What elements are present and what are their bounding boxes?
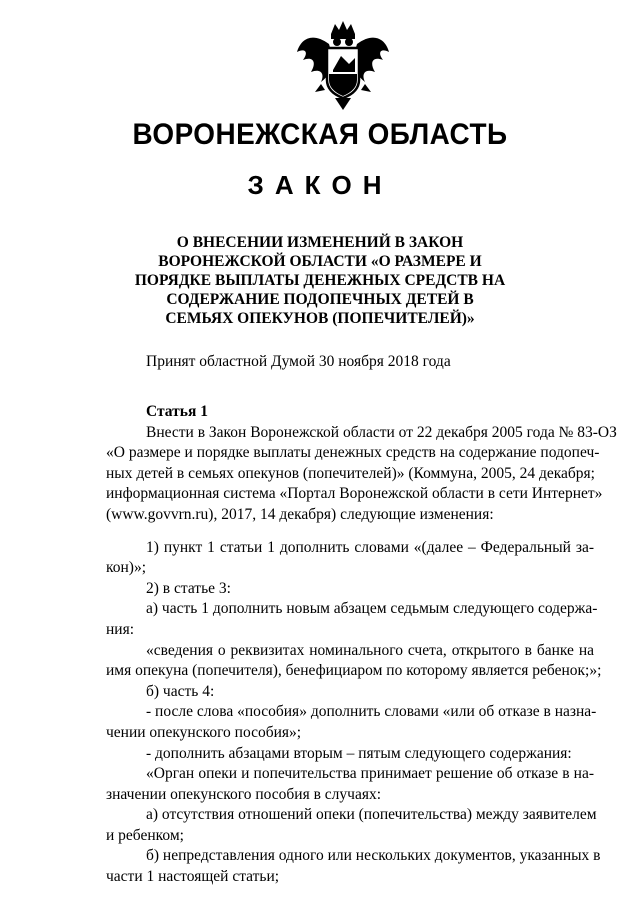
body-line: б) часть 4: — [146, 682, 215, 700]
body-line: имя опекуна (попечителя), бенефициаром по которому является ребенок;»; — [106, 662, 602, 680]
law-title-line: СОДЕРЖАНИЕ ПОДОПЕЧНЫХ ДЕТЕЙ В — [166, 291, 474, 308]
body-line: - дополнить абзацами вторым – пятым следующего содержания: — [146, 744, 572, 762]
body-line: «О размере и порядке выплаты денежных средств на содержание подопеч- — [106, 444, 600, 462]
body-line: кон)»; — [106, 559, 147, 577]
body-line: и ребенком; — [106, 826, 184, 844]
body-line: части 1 настоящей статьи; — [106, 868, 280, 886]
body-line: 2) в статье 3: — [146, 579, 231, 597]
body-line: ния: — [106, 620, 135, 638]
body-line: (www.govvrn.ru), 2017, 14 декабря) следующие изменения: — [106, 505, 494, 523]
body-line: а) часть 1 дополнить новым абзацем седьмым следующего содержа- — [146, 600, 598, 618]
coat-of-arms-icon — [291, 18, 395, 112]
body-line: «Орган опеки и попечительства принимает решение об отказе в на- — [146, 765, 594, 783]
law-title-line: СЕМЬЯХ ОПЕКУНОВ (ПОПЕЧИТЕЛЕЙ)» — [165, 310, 475, 327]
body-line: - после слова «пособия» дополнить словами «или об отказе в назна- — [146, 703, 597, 721]
body-line: Внести в Закон Воронежской области от 22 декабря 2005 года № 83-ОЗ — [146, 423, 617, 441]
body-line: информационная система «Портал Воронежской области в сети Интернет» — [106, 485, 603, 503]
law-title — [120, 233, 520, 328]
law-title-line: О ВНЕСЕНИИ ИЗМЕНЕНИЙ В ЗАКОН — [176, 234, 464, 251]
body-line: «сведения о реквизитах номинального счета, открытого в банке на — [146, 641, 594, 659]
body-line: ных детей в семьях опекунов (попечителей)» (Коммуна, 2005, 24 декабря; — [106, 464, 595, 482]
body-line: а) отсутствия отношений опеки (попечительства) между заявителем — [146, 806, 597, 824]
adoption-date: Принят областной Думой 30 ноября 2018 года — [146, 353, 451, 370]
law-title-line: ВОРОНЕЖСКОЙ ОБЛАСТИ «О РАЗМЕРЕ И — [158, 253, 482, 270]
body-line: чении опекунского пособия»; — [106, 723, 302, 741]
law-body — [106, 402, 617, 888]
body-line: б) непредставления одного или нескольких документов, указанных в — [146, 847, 601, 865]
body-line: 1) пункт 1 статьи 1 дополнить словами «(далее – Федеральный за- — [146, 538, 594, 556]
document-type: ЗАКОН — [247, 170, 393, 200]
body-line: значении опекунского пособия в случаях: — [106, 785, 382, 803]
region-title: ВОРОНЕЖСКАЯ ОБЛАСТЬ — [132, 118, 508, 151]
article-heading: Статья 1 — [146, 403, 208, 420]
law-title-line: ПОРЯДКЕ ВЫПЛАТЫ ДЕНЕЖНЫХ СРЕДСТВ НА — [134, 272, 506, 289]
